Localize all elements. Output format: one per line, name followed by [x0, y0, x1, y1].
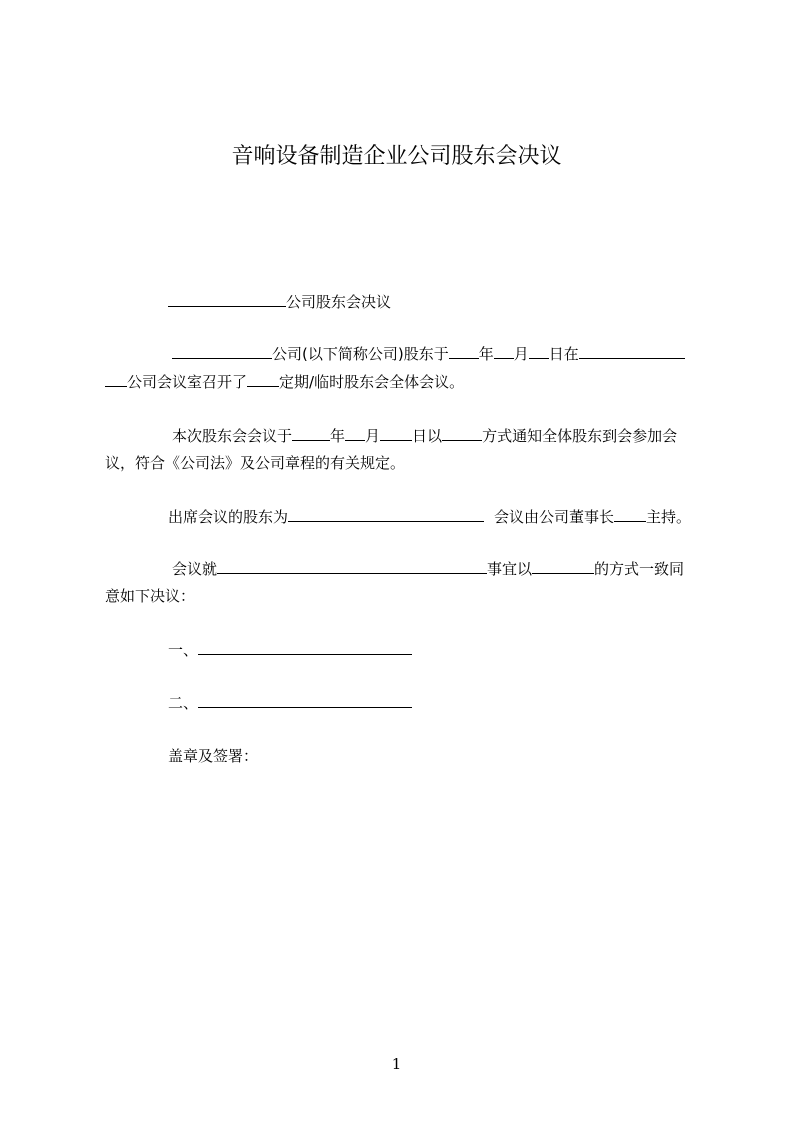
heading-suffix: 公司股东会决议 — [286, 293, 392, 311]
company-name-blank — [168, 291, 286, 307]
paragraph-2-line-2: 议，符合《公司法》及公司章程的有关规定。 — [105, 454, 406, 472]
meeting-heading — [168, 290, 391, 314]
signature-label: 盖章及签署： — [168, 747, 259, 765]
resolution-item-2: 二、 — [168, 691, 412, 715]
page-number: 1 — [391, 1055, 402, 1073]
paragraph-2-line-1: 本次股东会会议于 年 月 日以 方式通知全体股东到会参加会 — [172, 427, 678, 445]
resolution-item-1: 一、 — [168, 638, 412, 662]
paragraph-4-line-2: 意如下决议： — [105, 587, 196, 605]
paragraph-4-line-1: 会议就 事宜以 的方式一致同 — [172, 560, 685, 578]
paragraph-3: 出席会议的股东为 会议由公司董事长 主持。 — [168, 508, 692, 526]
paragraph-1-line-2: 公司会议室召开了 定期/临时股东会全体会议。 — [105, 370, 464, 394]
document-title: 音响设备制造企业公司股东会决议 — [231, 144, 562, 169]
paragraph-1-line-1: 公司(以下简称公司)股东于 年 月 日在 — [172, 342, 685, 366]
